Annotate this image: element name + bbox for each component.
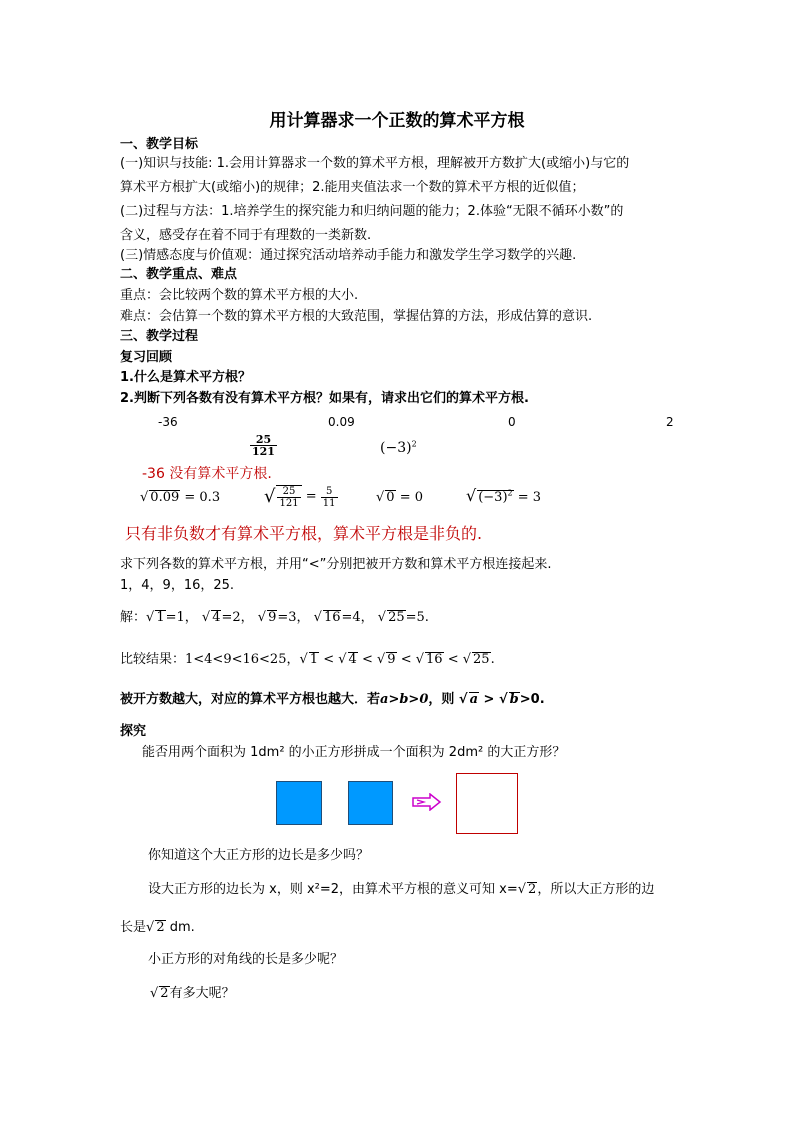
question-1: 1.什么是算术平方根？ [120, 370, 251, 385]
explore-para-3: 长是√ 2 dm. [120, 920, 195, 935]
objective-line-2: 算术平方根扩大(或缩小)的规律；2.能用夹值法求一个数的算术平方根的近似值； [120, 180, 585, 195]
power-neg3-squared: $(-3)^2$ [380, 439, 417, 456]
question-2: 2.判断下列各数有没有算术平方根？如果有，请求出它们的算术平方根. [120, 391, 529, 406]
number-0: 0 [508, 415, 516, 429]
emphasis-statement: 只有非负数才有算术平方根，算术平方根是非负的. [125, 524, 483, 543]
rule-statement: 被开方数越大，对应的算术平方根也越大．若a>b>0，则 √ a > √ b>0. [120, 692, 545, 707]
page-title: 用计算器求一个正数的算术平方根 [269, 111, 525, 131]
number-0-09: 0.09 [328, 415, 355, 429]
explore-para-4: 小正方形的对角线的长是多少呢？ [148, 952, 344, 967]
large-square [456, 773, 518, 834]
number-list: 1，4，9，16，25. [120, 578, 235, 593]
root-answer-0: √ 0 = 0 [376, 490, 424, 505]
solution-line: 解：√ 1=1， √ 4=2， √ 9=3， √ 16=4， √ 25=5. [120, 610, 429, 625]
explore-para-1: 你知道这个大正方形的边长是多少吗？ [148, 848, 370, 863]
comparison-line: 比较结果：1<4<9<16<25，√ 1 < √ 4 < √ 9 < √ 16 < √ 25. [120, 652, 495, 667]
root-answer-25-121: √ $\frac{25}{121}$ = $\frac{5}{11}$ [264, 485, 336, 509]
root-answer-0-09: √ 0.09 = 0.3 [140, 490, 221, 505]
number-neg36: -36 [158, 415, 178, 429]
explore-para-2: 设大正方形的边长为 x，则 x²=2，由算术平方根的意义可知 x=√ 2，所以大正方形的边 [148, 882, 655, 897]
objective-line-4: 含义，感受存在着不同于有理数的一类新数. [120, 228, 372, 243]
small-square-2 [348, 781, 393, 825]
number-2: 2 [666, 415, 674, 429]
root-answer-neg3-squared: √ $(-3)^2 = 3$ [466, 486, 542, 505]
explore-para-5: √ 2有多大呢？ [150, 986, 235, 1001]
fraction-25-121: $\frac{25}{121}$ [252, 433, 275, 458]
explore-heading: 探究 [120, 724, 147, 739]
keypoint-line-2: 难点：会估算一个数的算术平方根的大致范围，掌握估算的方法，形成估算的意识. [120, 309, 593, 324]
small-square-1 [276, 781, 322, 825]
objective-line-3: (二)过程与方法：1.培养学生的探究能力和归纳问题的能力；2.体验“无限不循环小数”的 [120, 204, 624, 219]
arrow-right-icon [412, 793, 442, 811]
review-heading: 复习回顾 [120, 350, 173, 365]
objective-line-1: (一)知识与技能: 1.会用计算器求一个数的算术平方根，理解被开方数扩大(或缩小)与它的 [120, 156, 630, 171]
keypoint-line-1: 重点：会比较两个数的算术平方根的大小. [120, 288, 359, 303]
task-instruction: 求下列各数的算术平方根，并用“<”分别把被开方数和算术平方根连接起来. [120, 557, 552, 572]
section-heading-process: 三、教学过程 [120, 329, 199, 344]
section-heading-objectives: 一、教学目标 [120, 137, 199, 152]
section-heading-keypoints: 二、教学重点、难点 [120, 267, 238, 282]
explore-question: 能否用两个面积为 1dm² 的小正方形拼成一个面积为 2dm² 的大正方形？ [142, 745, 566, 760]
objective-line-5: (三)情感态度与价值观：通过探究活动培养动手能力和激发学生学习数学的兴趣. [120, 248, 577, 263]
answer-neg36: -36 没有算术平方根. [142, 466, 272, 482]
